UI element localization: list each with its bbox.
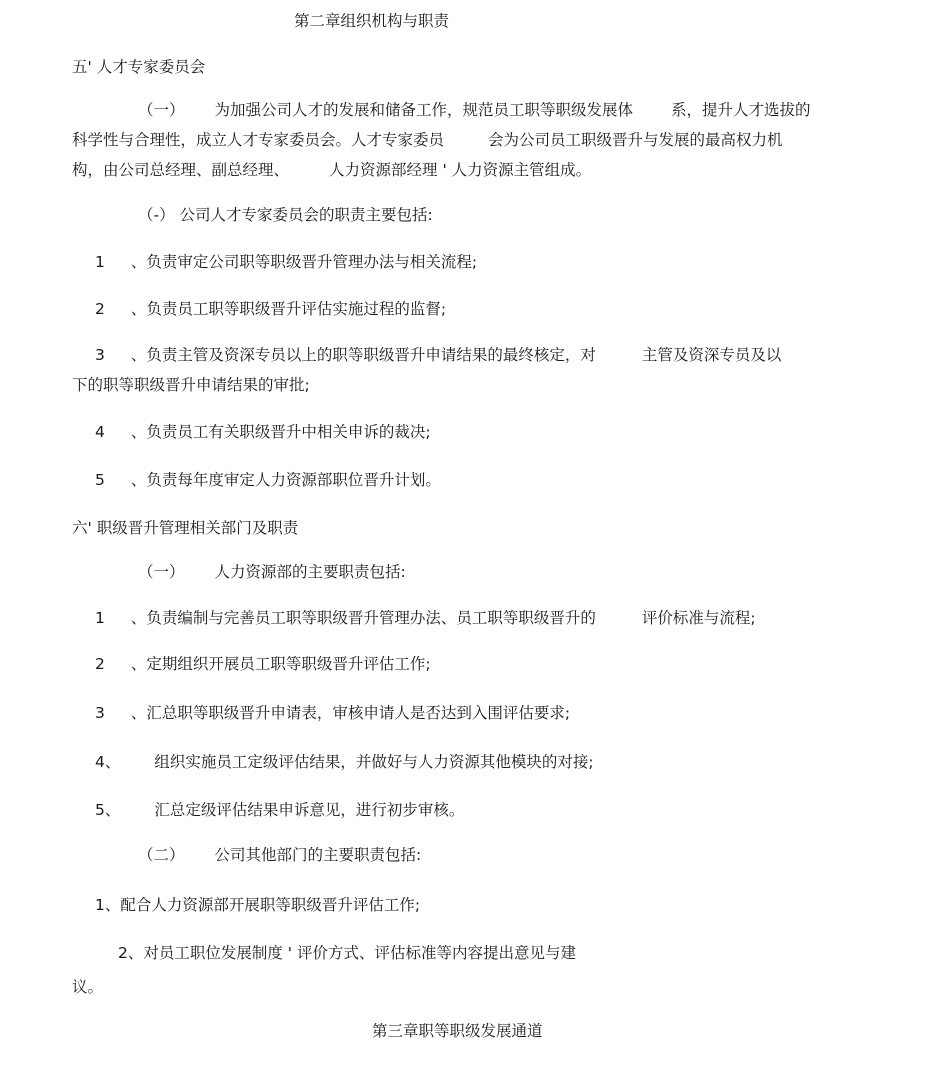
list-item: 2、对员工职位发展制度 ' 评价方式、评估标准等内容提出意见与建 — [118, 944, 576, 962]
chapter-2-heading: 第二章组织机构与职责 — [294, 12, 450, 30]
sec5-paragraph1-line2 — [72, 130, 783, 150]
list-item-continuation: 下的职等职级晋升申请结果的审批; — [72, 376, 310, 394]
list-number: 4 — [95, 423, 105, 441]
text-segment: 公司其他部门的主要职责包括: — [214, 846, 422, 864]
list-item-continuation: 议。 — [72, 978, 104, 996]
list-item — [95, 252, 477, 272]
text-segment: 为加强公司人才的发展和储备工作，规范员工职等职级发展体 — [214, 101, 634, 119]
text-segment: 构，由公司总经理、副总经理、 — [72, 161, 290, 179]
list-item — [95, 299, 446, 319]
list-number: 1 — [95, 253, 105, 271]
section-6-title: 六' 职级晋升管理相关部门及职责 — [72, 519, 299, 537]
list-text-tail: 评价标准与流程; — [641, 609, 756, 627]
list-text: 、汇总职等职级晋升申请表，审核申请人是否达到入围评估要求; — [130, 704, 571, 722]
list-number: 3 — [95, 704, 105, 722]
list-number: 5 — [95, 471, 105, 489]
list-number: 2 — [95, 655, 105, 673]
text-segment: 会为公司员工职级晋升与发展的最高权力机 — [488, 131, 783, 149]
list-item — [95, 422, 431, 442]
list-text: 、负责主管及资深专员以上的职等职级晋升申请结果的最终核定，对 — [130, 346, 596, 364]
list-number: 4、 — [95, 753, 121, 771]
sec6-subsection1-heading — [138, 562, 406, 582]
list-text: 、负责员工职等职级晋升评估实施过程的监督; — [130, 300, 447, 318]
list-item: 1、配合人力资源部开展职等职级晋升评估工作; — [95, 896, 421, 914]
list-item — [95, 608, 756, 628]
list-text: 、负责编制与完善员工职等职级晋升管理办法、员工职等职级晋升的 — [130, 609, 596, 627]
sec5-paragraph1-line1 — [138, 100, 811, 120]
list-text: 、负责员工有关职级晋升中相关申诉的裁决; — [130, 423, 431, 441]
list-item — [95, 654, 431, 674]
list-item — [95, 345, 781, 365]
section-5-title: 五' 人才专家委员会 — [72, 58, 206, 76]
paragraph-marker: （二） — [138, 846, 185, 864]
sec6-subsection2-heading — [138, 845, 421, 865]
list-item — [95, 470, 441, 490]
list-number: 1 — [95, 609, 105, 627]
list-item — [95, 800, 464, 820]
list-number: 5、 — [95, 801, 121, 819]
list-number: 3 — [95, 346, 105, 364]
list-text: 汇总定级评估结果申诉意见，进行初步审核。 — [154, 801, 465, 819]
paragraph-marker: （一） — [138, 101, 185, 119]
list-text-tail: 主管及资深专员及以 — [641, 346, 782, 364]
text-segment: 人力资源部经理 ' 人力资源主管组成。 — [329, 161, 592, 179]
chapter-3-heading: 第三章职等职级发展通道 — [372, 1022, 543, 1040]
text-segment: 科学性与合理性，成立人才专家委员会。人才专家委员 — [72, 131, 445, 149]
list-item — [95, 703, 570, 723]
paragraph-marker: （一） — [138, 563, 185, 581]
text-segment: 系，提升人才选拔的 — [671, 101, 811, 119]
list-text: 组织实施员工定级评估结果，并做好与人力资源其他模块的对接; — [154, 753, 594, 771]
list-text: 、定期组织开展员工职等职级晋升评估工作; — [130, 655, 431, 673]
list-item — [95, 752, 594, 772]
list-text: 、负责审定公司职等职级晋升管理办法与相关流程; — [130, 253, 478, 271]
list-text: 、负责每年度审定人力资源部职位晋升计划。 — [130, 471, 441, 489]
list-number: 2 — [95, 300, 105, 318]
sec5-paragraph2: （-） 公司人才专家委员会的职责主要包括: — [138, 206, 433, 224]
sec5-paragraph1-line3 — [72, 160, 591, 180]
text-segment: 人力资源部的主要职责包括: — [214, 563, 406, 581]
